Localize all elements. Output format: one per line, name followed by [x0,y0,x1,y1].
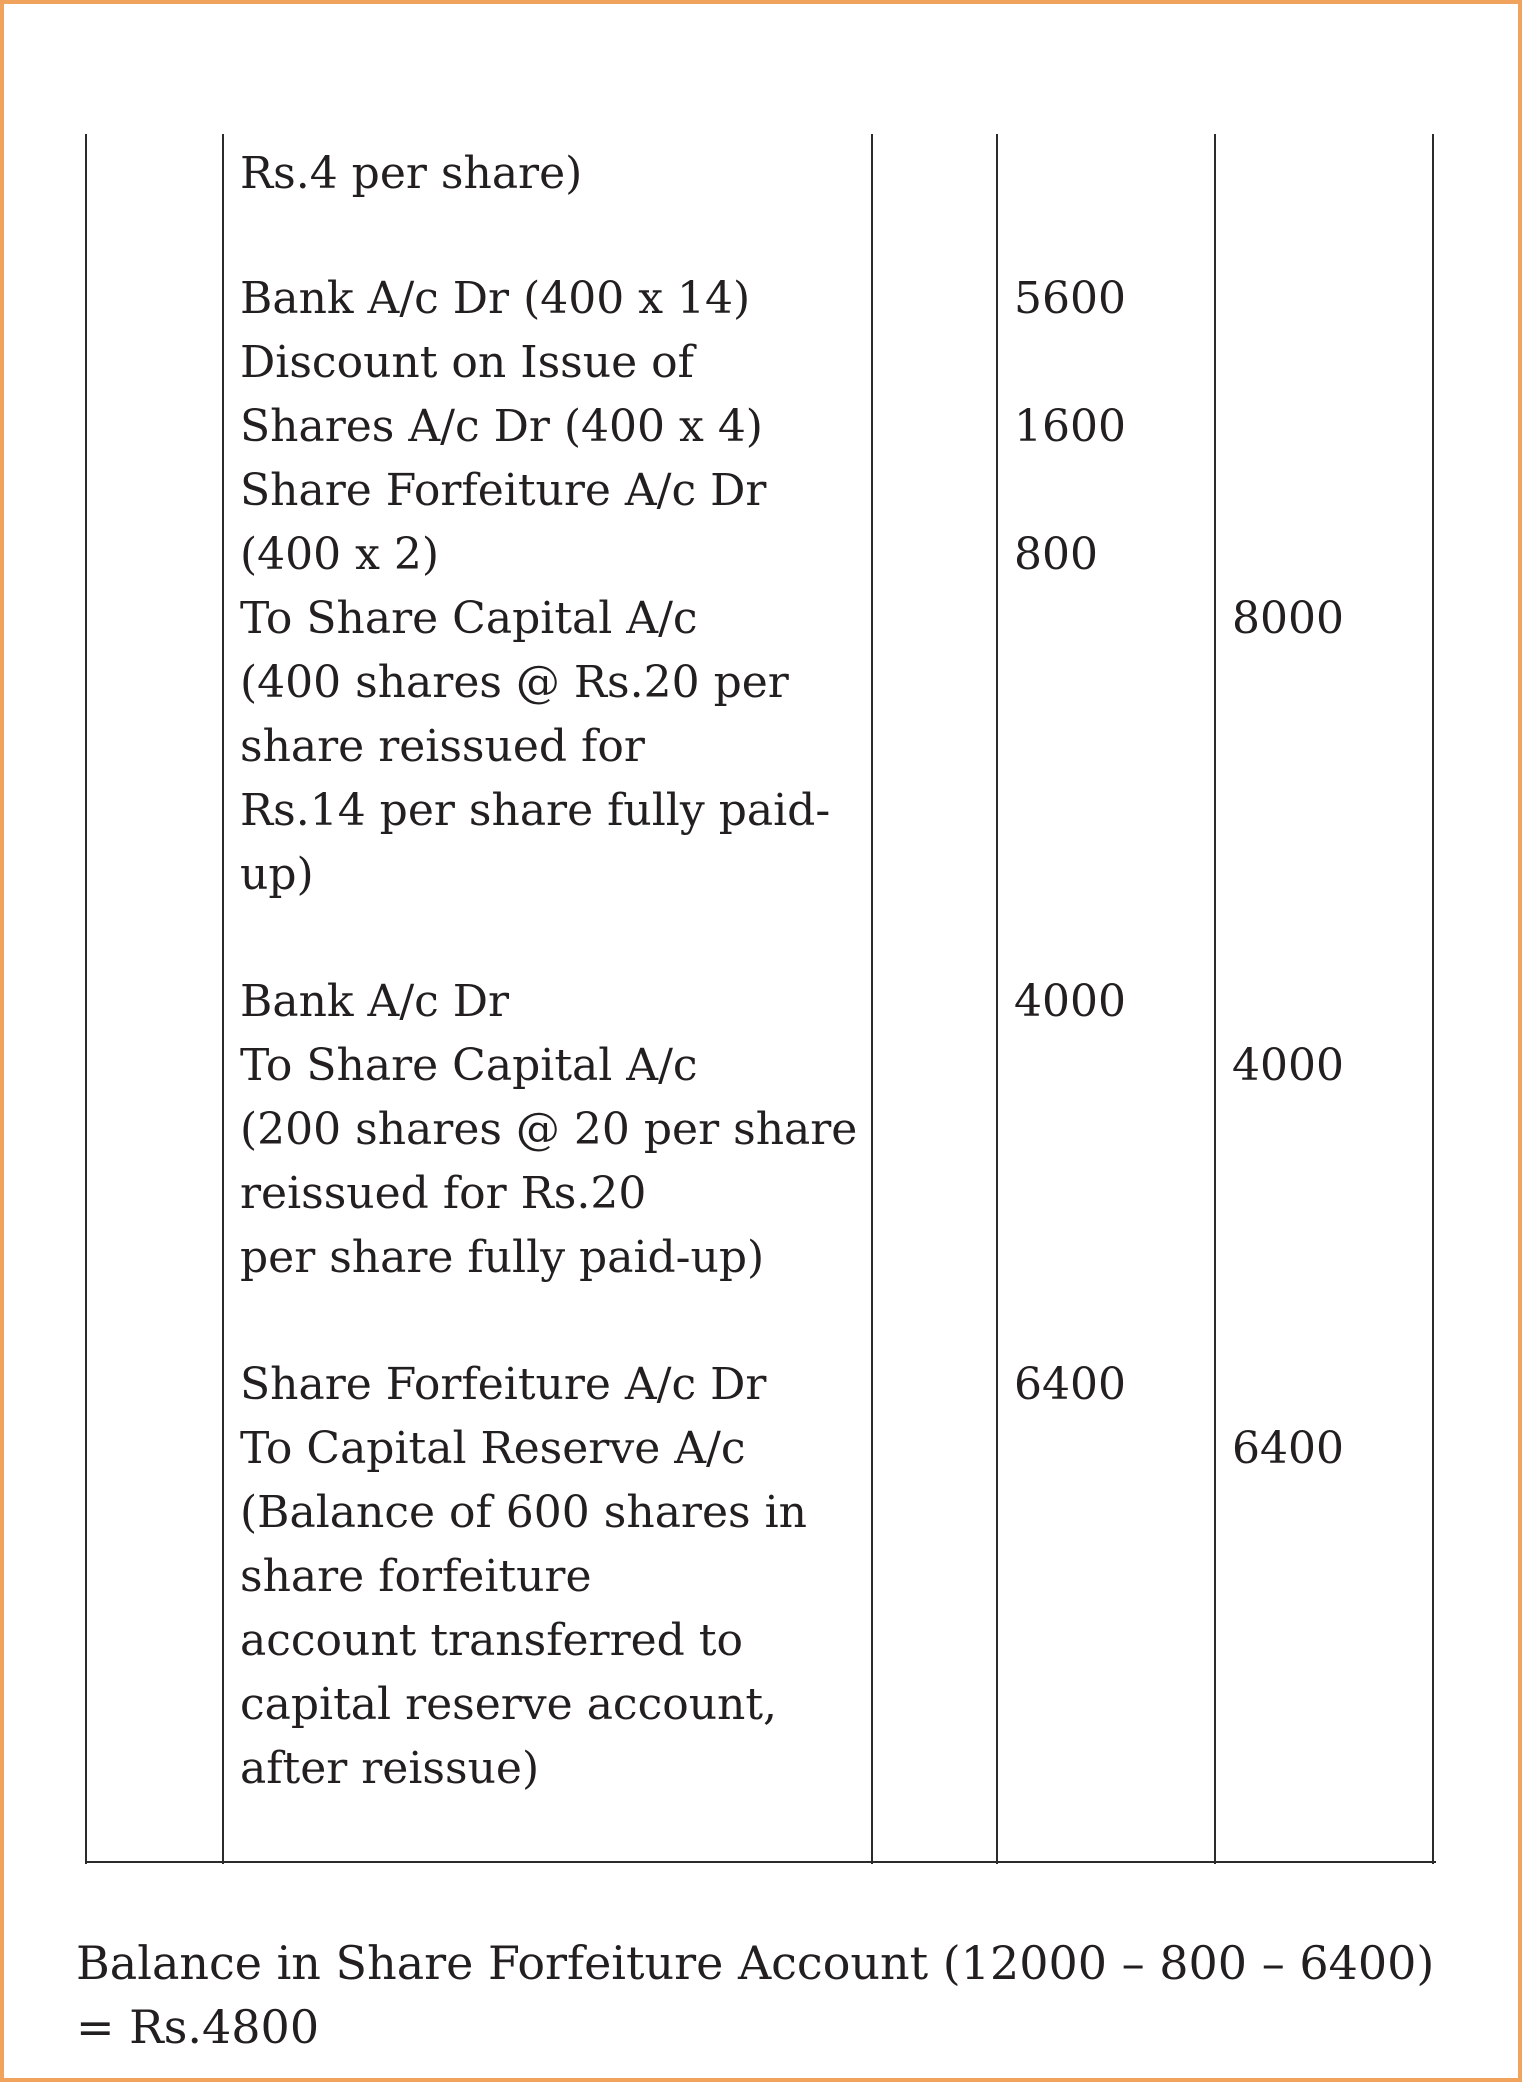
particulars-line: To Share Capital A/c [240,593,698,644]
journal-entry-4-particulars [240,1353,807,1801]
particulars-line: capital reserve account, [240,1679,778,1730]
particulars-line: Share Forfeiture A/c Dr [240,1359,767,1410]
debit-amount: 6400 [1014,1359,1126,1410]
debit-amount: 1600 [1014,401,1126,452]
particulars-line: reissued for Rs.20 [240,1168,647,1219]
credit-amount [1232,459,1344,523]
credit-amount [1232,523,1344,587]
column-divider-particulars-lf [871,134,873,1864]
particulars-line: (Balance of 600 shares in [240,1487,807,1538]
credit-amount [1232,331,1344,395]
particulars-line: after reissue) [240,1743,540,1794]
balance-statement [76,1931,1434,2059]
journal-entry-3-debit [1014,970,1126,1034]
particulars-line: per share fully paid-up) [240,1232,765,1283]
particulars-line: Rs.14 per share fully paid- [240,785,831,836]
journal-entry-4-debit [1014,1353,1126,1417]
journal-entry-2-particulars [240,267,830,907]
debit-amount: 800 [1014,529,1098,580]
particulars-line: Rs.4 per share) [240,148,583,199]
debit-amount: 4000 [1014,976,1126,1027]
table-border-right [1432,134,1434,1864]
debit-amount [1014,331,1126,395]
journal-entry-1-particulars [240,142,582,206]
particulars-line: Share Forfeiture A/c Dr [240,465,767,516]
credit-amount [1232,395,1344,459]
particulars-line: Bank A/c Dr (400 x 14) [240,273,751,324]
credit-amount: 4000 [1232,1040,1344,1091]
particulars-line: To Capital Reserve A/c [240,1423,746,1474]
table-border-left [85,134,87,1864]
credit-amount [1232,1353,1344,1417]
credit-amount [1232,267,1344,331]
particulars-line: (400 x 2) [240,529,440,580]
particulars-line: (400 shares @ Rs.20 per [240,657,789,708]
debit-amount [1014,459,1126,523]
journal-entry-2-credit [1232,267,1344,651]
particulars-line: Discount on Issue of [240,337,694,388]
credit-amount: 6400 [1232,1423,1344,1474]
credit-amount: 8000 [1232,593,1344,644]
credit-amount [1232,970,1344,1034]
particulars-line: Bank A/c Dr [240,976,510,1027]
particulars-line: up) [240,849,314,900]
balance-statement-line-2: = Rs.4800 [76,2000,320,2054]
journal-entry-3-particulars [240,970,857,1290]
particulars-line: share forfeiture [240,1551,592,1602]
table-bottom-border [87,1861,1436,1863]
column-divider-date-particulars [222,134,224,1864]
journal-entry-4-credit [1232,1353,1344,1481]
particulars-line: To Share Capital A/c [240,1040,698,1091]
particulars-line: (200 shares @ 20 per share [240,1104,858,1155]
debit-amount: 5600 [1014,273,1126,324]
particulars-line: share reissued for [240,721,645,772]
column-divider-debit-credit [1214,134,1216,1864]
particulars-line: account transferred to [240,1615,743,1666]
column-divider-lf-debit [996,134,998,1864]
particulars-line: Shares A/c Dr (400 x 4) [240,401,763,452]
balance-statement-line-1: Balance in Share Forfeiture Account (12000 – 800 – 6400) [76,1936,1435,1990]
journal-entry-3-credit [1232,970,1344,1098]
journal-entry-2-debit [1014,267,1126,587]
